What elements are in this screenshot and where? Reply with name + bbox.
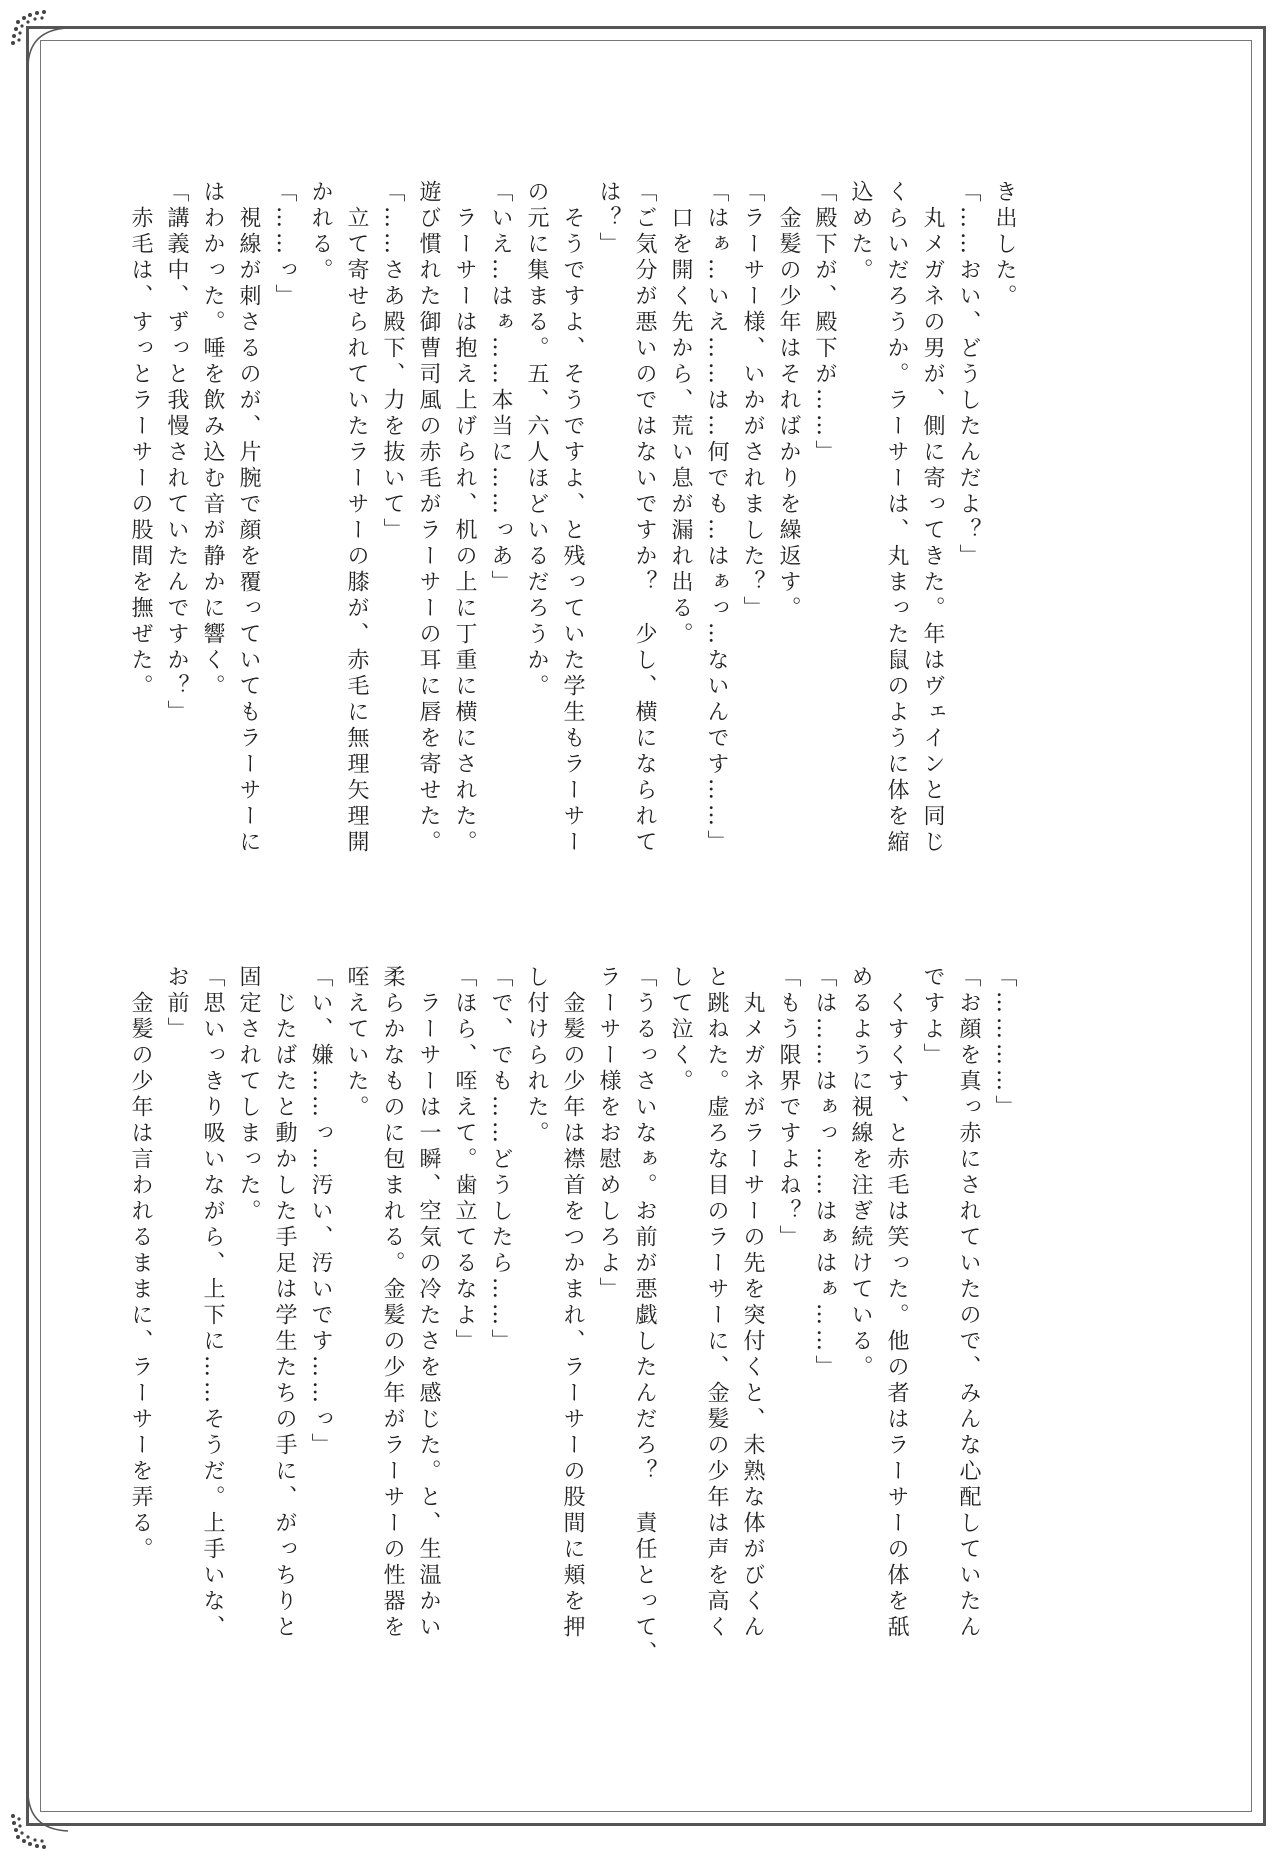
text-line: の元に集まる。五、六人ほどいるだろうか。 [524,180,549,700]
text-line: 遊び慣れた御曹司風の赤毛がラーサーの耳に唇を寄せた。 [416,180,441,856]
text-line: 赤毛は、すっとラーサーの股間を撫ぜた。 [128,180,153,700]
text-line: 丸メガネがラーサーの先を突付くと、未熟な体がびくん [740,965,765,1641]
text-line: 「講義中、ずっと我慢されていたんですか？」 [164,180,189,726]
text-line: 「ほら、咥えて。歯立てるなよ」 [452,965,477,1355]
text-line: 「はぁ…いえ……は…何でも…はぁっ…ないんです……」 [704,180,729,856]
text-line: そうですよ、そうですよ、と残っていた学生もラーサー [560,180,585,856]
text-line: はわかった。唾を飲み込む音が静かに響く。 [200,180,225,700]
text-line: じたばたと動かした手足は学生たちの手に、がっちりと [272,965,297,1641]
corner-ornament-icon [8,1771,88,1851]
text-line: 「いえ…はぁ……本当に……っあ」 [488,180,513,596]
text-line: し付けられた。 [524,965,549,1147]
text-line: めるように視線を注ぎ続けている。 [848,965,873,1381]
text-line: 柔らかなものに包まれる。金髪の少年がラーサーの性器を [380,965,405,1641]
corner-ornament-icon [8,8,88,88]
text-line: 「お顔を真っ赤にされていたので、みんな心配していたん [956,965,981,1641]
text-line: 「うるっさいなぁ。お前が悪戯したんだろ？ 責任とって、 [632,965,657,1667]
text-line: 金髪の少年は襟首をつかまれ、ラーサーの股間に頬を押 [560,965,585,1641]
text-line: ラーサーは抱え上げられ、机の上に丁重に横にされた。 [452,180,477,856]
text-line: 「い、嫌……っ…汚い、汚いです……っ」 [308,965,333,1459]
text-line: 「思いっきり吸いながら、上下に……そうだ。上手いな、 [200,965,225,1641]
text-line: 口を開く先から、荒い息が漏れ出る。 [668,180,693,648]
text-line: 「……おい、どうしたんだよ？」 [956,180,981,570]
text-line: お前」 [164,965,189,1043]
text-line: ラーサー様をお慰めしろよ」 [596,965,621,1303]
text-column-top [122,180,1022,960]
text-line: かれる。 [308,180,333,284]
text-line: は？」 [596,180,621,258]
text-column-bottom [122,965,1022,1745]
text-line: 「殿下が、殿下が……」 [812,180,837,466]
text-line: 金髪の少年はそればかりを繰返す。 [776,180,801,622]
text-line: 「…………」 [992,965,1017,1121]
text-line: と跳ねた。虚ろな目のラーサーに、金髪の少年は声を高く [704,965,729,1641]
text-line: 「で、でも……どうしたら……」 [488,965,513,1355]
text-line: き出した。 [992,180,1017,310]
text-line: 「は……はぁっ……はぁはぁ……」 [812,965,837,1381]
text-line: 「ラーサー様、いかがされました？」 [740,180,765,622]
text-line: 込めた。 [848,180,873,284]
text-line: ラーサーは一瞬、空気の冷たさを感じた。と、生温かい [416,965,441,1641]
text-line: ですよ」 [920,965,945,1069]
text-line: 視線が刺さるのが、片腕で顔を覆っていてもラーサーに [236,180,261,856]
text-line: して泣く。 [668,965,693,1095]
text-line: 「……っ」 [272,180,297,310]
text-line: 「もう限界ですよね？」 [776,965,801,1251]
text-line: 丸メガネの男が、側に寄ってきた。年はヴェインと同じ [920,180,945,856]
text-line: 「ご気分が悪いのではないですか？ 少し、横になられて [632,180,657,856]
text-line: 咥えていた。 [344,965,369,1121]
text-line: 「……さあ殿下、力を抜いて」 [380,180,405,544]
text-line: くすくす、と赤毛は笑った。他の者はラーサーの体を舐 [884,965,909,1641]
text-line: 固定されてしまった。 [236,965,261,1225]
text-line: くらいだろうか。ラーサーは、丸まった鼠のように体を縮 [884,180,909,856]
text-line: 立て寄せられていたラーサーの膝が、赤毛に無理矢理開 [344,180,369,856]
text-line: 金髪の少年は言われるままに、ラーサーを弄る。 [128,965,153,1563]
